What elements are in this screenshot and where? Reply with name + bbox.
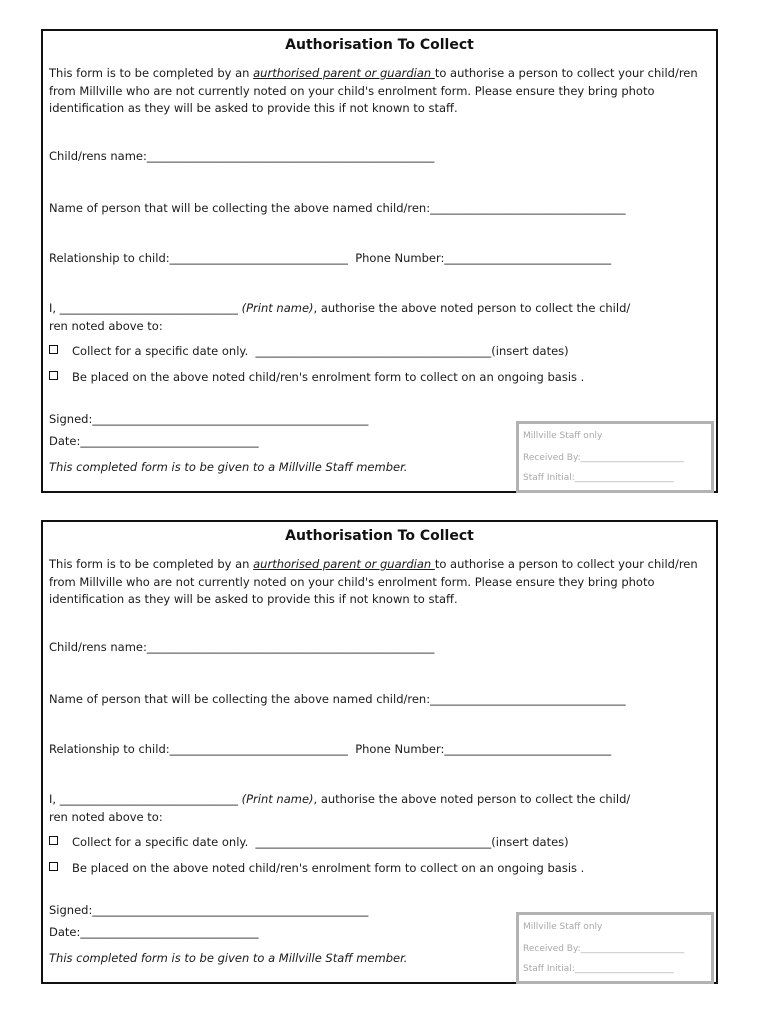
phone-blank[interactable]: _____________________________ — [444, 742, 612, 756]
signed-blank[interactable]: ________________________________________________ — [92, 903, 369, 917]
relationship-phone-row — [49, 742, 611, 756]
received-by-field[interactable]: Received By:_______________________ — [523, 453, 685, 463]
date-label: Date: — [49, 434, 81, 448]
option-specific-date-label: Collect for a specific date only. — [72, 835, 256, 849]
option-ongoing-basis-label: Be placed on the above noted child/ren's enrolment form to collect on an ongoing basis . — [72, 861, 585, 875]
insert-dates-blank[interactable]: _________________________________________ — [255, 344, 492, 358]
phone-label: Phone Number: — [355, 742, 445, 756]
authorise-statement-line1 — [49, 301, 630, 315]
authorise-statement-line2: ren noted above to: — [49, 810, 163, 824]
signed-blank[interactable]: ________________________________________________ — [92, 412, 369, 426]
collector-name-blank[interactable]: __________________________________ — [430, 201, 626, 215]
form-intro — [49, 65, 709, 118]
intro-text-end: to authorise a person to collect your child/ren from Millville who are not currently noted on your child's enrolment form. Please ensure they bring photo identification as they will be asked to provide this if not known to staff. — [49, 66, 698, 115]
date-blank[interactable]: _______________________________ — [80, 434, 259, 448]
staff-only-box — [516, 912, 714, 984]
signed-field[interactable] — [49, 412, 368, 426]
child-name-field[interactable] — [49, 640, 434, 654]
insert-dates-hint: (insert dates) — [491, 835, 569, 849]
authorisation-form-1 — [41, 29, 718, 493]
intro-text-end: to authorise a person to collect your child/ren from Millville who are not currently noted on your child's enrolment form. Please ensure they bring photo identification as they will be asked to provide this if not known to staff. — [49, 557, 698, 606]
relationship-phone-row — [49, 251, 611, 265]
staff-only-label: Millville Staff only — [523, 431, 603, 441]
collector-name-blank[interactable]: __________________________________ — [430, 692, 626, 706]
option-specific-date-label: Collect for a specific date only. — [72, 344, 256, 358]
signed-label: Signed: — [49, 412, 93, 426]
staff-only-box — [516, 421, 714, 493]
form-intro — [49, 556, 709, 609]
form-title: Authorisation To Collect — [285, 37, 474, 53]
signed-field[interactable] — [49, 903, 368, 917]
phone-blank[interactable]: _____________________________ — [444, 251, 612, 265]
footer-note: This completed form is to be given to a Millville Staff member. — [49, 951, 408, 965]
collector-name-field[interactable] — [49, 692, 626, 706]
footer-note: This completed form is to be given to a Millville Staff member. — [49, 460, 408, 474]
option-ongoing-basis-label: Be placed on the above noted child/ren's enrolment form to collect on an ongoing basis . — [72, 370, 585, 384]
checkbox-specific-date[interactable] — [49, 836, 58, 845]
date-field[interactable] — [49, 434, 259, 448]
auth-statement-rest: , authorise the above noted person to collect the child/ — [313, 792, 631, 806]
insert-dates-blank[interactable]: _________________________________________ — [255, 835, 492, 849]
date-blank[interactable]: _______________________________ — [80, 925, 259, 939]
checkbox-ongoing-basis[interactable] — [49, 862, 58, 871]
intro-link-authorised-parent: aurthorised parent or guardian — [253, 66, 435, 80]
collector-name-field[interactable] — [49, 201, 626, 215]
signed-label: Signed: — [49, 903, 93, 917]
relationship-blank[interactable]: _______________________________ — [169, 742, 348, 756]
phone-label: Phone Number: — [355, 251, 445, 265]
intro-link-authorised-parent: aurthorised parent or guardian — [253, 557, 435, 571]
print-name-hint: (Print name) — [241, 792, 314, 806]
intro-text-start: This form is to be completed by an — [49, 66, 254, 80]
checkbox-ongoing-basis[interactable] — [49, 371, 58, 380]
auth-prefix: I, — [49, 792, 60, 806]
child-name-blank[interactable]: __________________________________________________ — [146, 640, 435, 654]
authorise-statement-line2: ren noted above to: — [49, 319, 163, 333]
option-specific-date[interactable] — [49, 835, 569, 849]
child-name-label: Child/rens name: — [49, 640, 147, 654]
relationship-blank[interactable]: _______________________________ — [169, 251, 348, 265]
authorisation-form-2 — [41, 520, 718, 984]
received-by-field[interactable]: Received By:_______________________ — [523, 944, 685, 954]
collector-name-label: Name of person that will be collecting the above named child/ren: — [49, 692, 431, 706]
form-title: Authorisation To Collect — [285, 528, 474, 544]
date-field[interactable] — [49, 925, 259, 939]
child-name-blank[interactable]: __________________________________________________ — [146, 149, 435, 163]
auth-prefix: I, — [49, 301, 60, 315]
print-name-blank[interactable]: _______________________________ — [59, 792, 238, 806]
print-name-blank[interactable]: _______________________________ — [59, 301, 238, 315]
authorise-statement-line1 — [49, 792, 630, 806]
date-label: Date: — [49, 925, 81, 939]
print-name-hint: (Print name) — [241, 301, 314, 315]
option-ongoing-basis[interactable] — [49, 861, 584, 875]
child-name-field[interactable] — [49, 149, 434, 163]
option-specific-date[interactable] — [49, 344, 569, 358]
option-ongoing-basis[interactable] — [49, 370, 584, 384]
staff-only-label: Millville Staff only — [523, 922, 603, 932]
relationship-label: Relationship to child: — [49, 251, 170, 265]
checkbox-specific-date[interactable] — [49, 345, 58, 354]
staff-initial-field[interactable]: Staff Initial:______________________ — [523, 473, 674, 483]
collector-name-label: Name of person that will be collecting the above named child/ren: — [49, 201, 431, 215]
auth-statement-rest: , authorise the above noted person to collect the child/ — [313, 301, 631, 315]
child-name-label: Child/rens name: — [49, 149, 147, 163]
relationship-label: Relationship to child: — [49, 742, 170, 756]
staff-initial-field[interactable]: Staff Initial:______________________ — [523, 964, 674, 974]
intro-text-start: This form is to be completed by an — [49, 557, 254, 571]
insert-dates-hint: (insert dates) — [491, 344, 569, 358]
